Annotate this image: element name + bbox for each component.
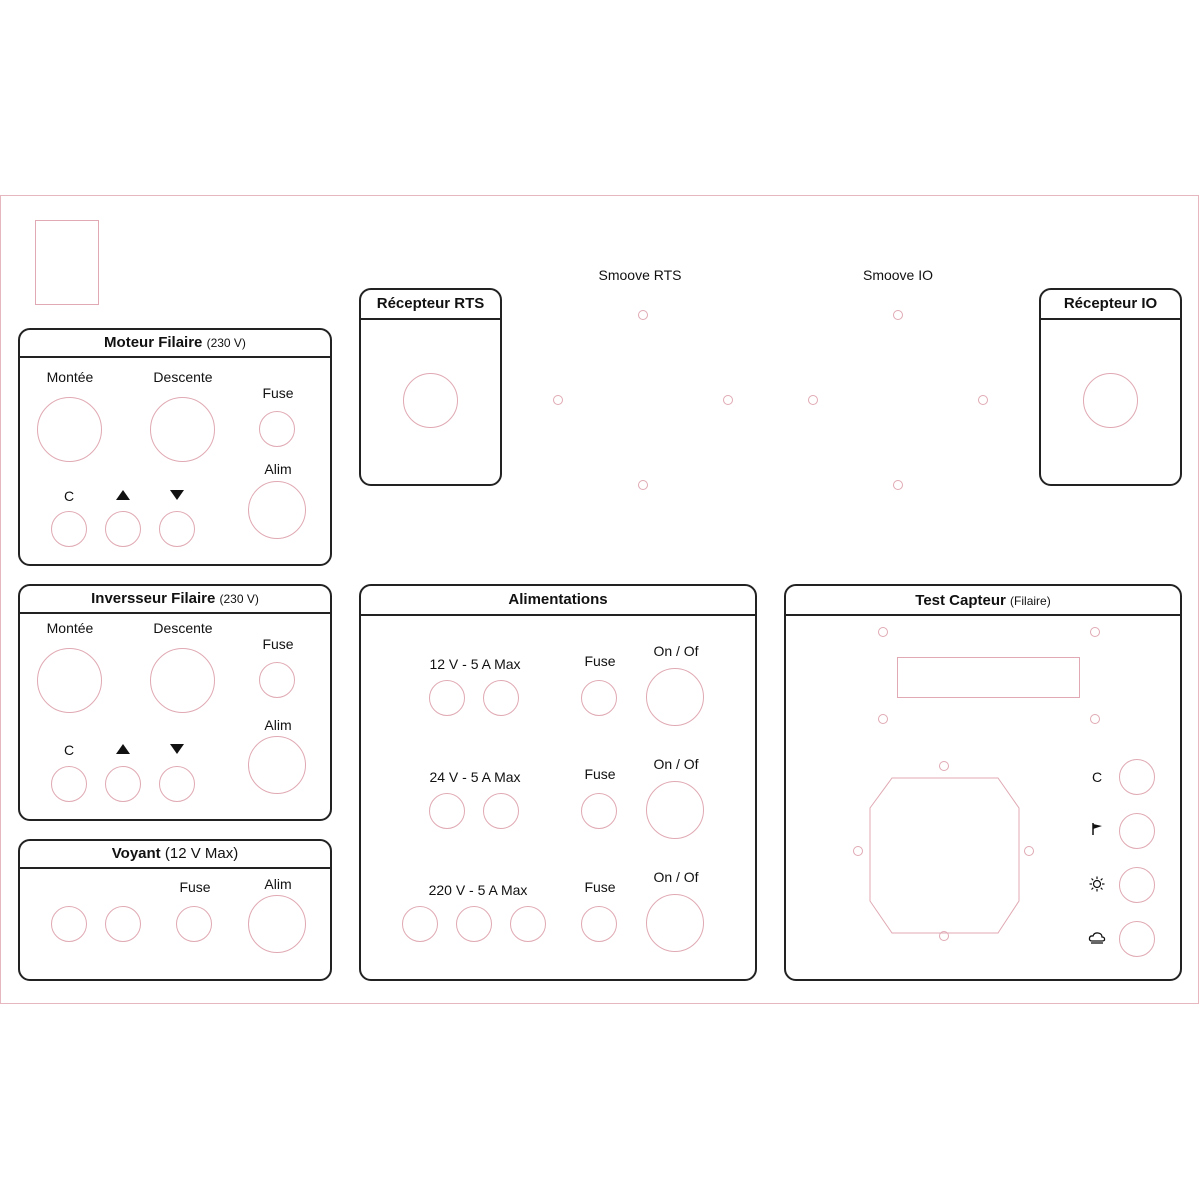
capteur-wind-button[interactable] — [1119, 813, 1155, 849]
wind-flag-icon — [1090, 822, 1104, 839]
sun-icon — [1089, 876, 1105, 895]
capteur-cutout-hole-left — [853, 846, 863, 856]
inverseur-c-label: C — [63, 742, 75, 758]
inverseur-sub-text: (230 V) — [219, 592, 259, 606]
capteur-c-button[interactable] — [1119, 759, 1155, 795]
moteur-fuse-label: Fuse — [262, 385, 294, 401]
voyant-alim-label: Alim — [264, 876, 292, 892]
recepteur-io-title-text: Récepteur IO — [1063, 295, 1158, 312]
capteur-sub-text: (Filaire) — [1010, 594, 1051, 608]
moteur-alim-label: Alim — [264, 461, 292, 477]
capteur-cutout-hole-right — [1024, 846, 1034, 856]
inverseur-fuse-label: Fuse — [262, 636, 294, 652]
capteur-rain-button[interactable] — [1119, 921, 1155, 957]
moteur-c-label: C — [63, 488, 75, 504]
alim-12v-label: 12 V - 5 A Max — [429, 656, 521, 672]
voyant-fuse-label: Fuse — [179, 879, 211, 895]
alim-220v-fuse-label: Fuse — [584, 879, 616, 895]
inverseur-alim-label: Alim — [264, 717, 292, 733]
alim-12v-switch-label: On / Of — [653, 643, 699, 659]
alim-24v-label: 24 V - 5 A Max — [429, 769, 521, 785]
moteur-title-text: Moteur Filaire — [104, 334, 203, 351]
capteur-cutout-hole-bottom — [939, 931, 949, 941]
recepteur-rts-title-text: Récepteur RTS — [376, 295, 485, 312]
inverseur-title-text: Inversseur Filaire — [91, 590, 216, 607]
alim-12v-fuse-label: Fuse — [584, 653, 616, 669]
moteur-descente-label: Descente — [153, 369, 213, 385]
moteur-montee-label: Montée — [46, 369, 94, 385]
capteur-cutout-hole-top — [939, 761, 949, 771]
smoove-io-label: Smoove IO — [862, 267, 934, 283]
capteur-sun-button[interactable] — [1119, 867, 1155, 903]
rain-cloud-icon — [1088, 931, 1106, 948]
alim-24v-switch-label: On / Of — [653, 756, 699, 772]
smoove-rts-label: Smoove RTS — [598, 267, 682, 283]
alim-220v-label: 220 V - 5 A Max — [428, 882, 528, 898]
inverseur-montee-label: Montée — [46, 620, 94, 636]
alim-24v-fuse-label: Fuse — [584, 766, 616, 782]
moteur-sub-text: (230 V) — [206, 336, 246, 350]
alim-220v-switch-label: On / Of — [653, 869, 699, 885]
capteur-octagon-cutout — [870, 778, 1019, 933]
voyant-title-text: Voyant — [111, 845, 161, 862]
inverseur-descente-label: Descente — [153, 620, 213, 636]
capteur-title-text: Test Capteur — [915, 592, 1006, 609]
voyant-sub-text: (12 V Max) — [164, 845, 239, 862]
alimentations-title-text: Alimentations — [508, 591, 608, 608]
capteur-c-label: C — [1091, 769, 1103, 785]
